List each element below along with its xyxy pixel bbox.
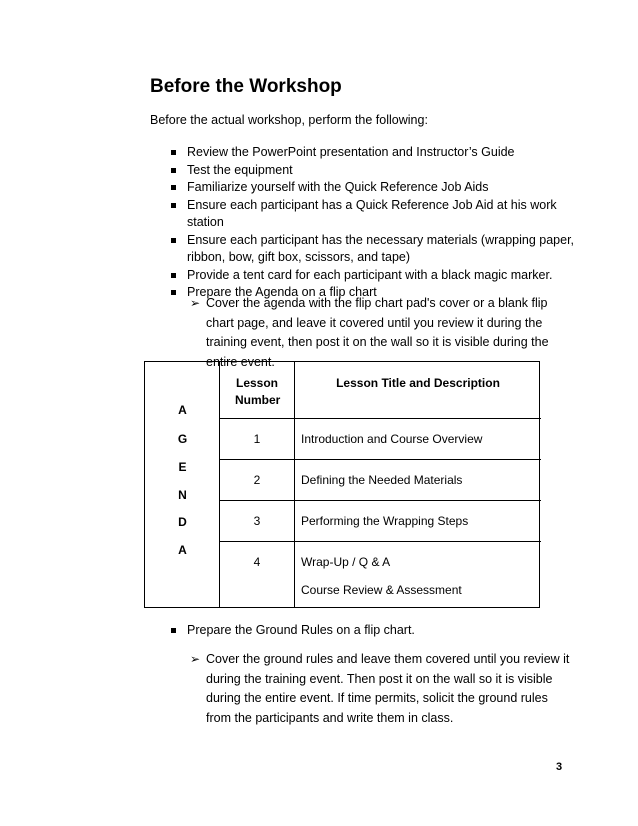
agenda-letter: D [178,515,187,529]
ground-rules-bullet-list [170,622,590,640]
table-row [220,500,541,541]
list-item: Ensure each participant has a Quick Reference Job Aid at his work station [170,197,590,232]
lesson-title: Introduction and Course Overview [301,432,483,446]
square-bullet-icon [171,628,176,633]
table-header-row [220,362,541,418]
agenda-letter: G [177,432,188,446]
agenda-letter: A [178,403,187,417]
agenda-side-letters [145,362,220,607]
section-heading: Before the Workshop [150,76,342,97]
list-item: Prepare the Agenda on a flip chart [170,284,590,302]
agenda-note: ➢ Cover the agenda with the flip chart pad's cover or a blank flip chart page, and leave it covered until you review it during the training event, then post it on the wall so it is visible during the entire event. [190,296,549,369]
lesson-title: Wrap-Up / Q & A [301,555,391,569]
list-item: Ensure each participant has the necessary materials (wrapping paper, ribbon, bow, gift box, scissors, and tape) [170,232,590,267]
list-item: Provide a tent card for each participant with a black magic marker. [170,267,590,285]
square-bullet-icon [171,185,176,190]
ground-rules-note: ➢ Cover the ground rules and leave them covered until you review it during the training event. Then post it on the wall so it is visible during the entire event. If time permits, solicit the ground rules from the participants and write them in class. [190,652,570,725]
prep-bullet-list [170,144,590,302]
arrow-bullet-icon: ➢ [190,296,201,310]
list-item: Review the PowerPoint presentation and Instructor’s Guide [170,144,590,162]
lesson-number: 3 [220,501,295,541]
square-bullet-icon [171,238,176,243]
square-bullet-icon [171,290,176,295]
lesson-number: 2 [220,460,295,500]
list-item: Test the equipment [170,162,590,180]
table-row [220,459,541,500]
table-row [220,418,541,459]
square-bullet-icon [171,203,176,208]
header-lesson-number: Lesson Number [220,362,295,418]
lesson-detail: Course Review & Assessment [301,583,462,597]
header-lesson-title: Lesson Title and Description [336,376,500,390]
lesson-title: Performing the Wrapping Steps [301,514,469,528]
table-row [220,541,541,608]
list-item: Familiarize yourself with the Quick Reference Job Aids [170,179,590,197]
page-number: 3 [556,761,563,773]
agenda-letter: E [178,460,187,474]
square-bullet-icon [171,168,176,173]
lesson-title: Defining the Needed Materials [301,473,463,487]
square-bullet-icon [171,150,176,155]
arrow-bullet-icon: ➢ [190,652,201,666]
lesson-number: 1 [220,419,295,459]
agenda-letter: N [178,488,187,502]
intro-text: Before the actual workshop, perform the following: [150,113,428,127]
lesson-number: 4 [220,542,295,608]
square-bullet-icon [171,273,176,278]
agenda-table [144,361,540,608]
list-item: Prepare the Ground Rules on a flip chart. [170,622,590,640]
agenda-letter: A [178,543,187,557]
